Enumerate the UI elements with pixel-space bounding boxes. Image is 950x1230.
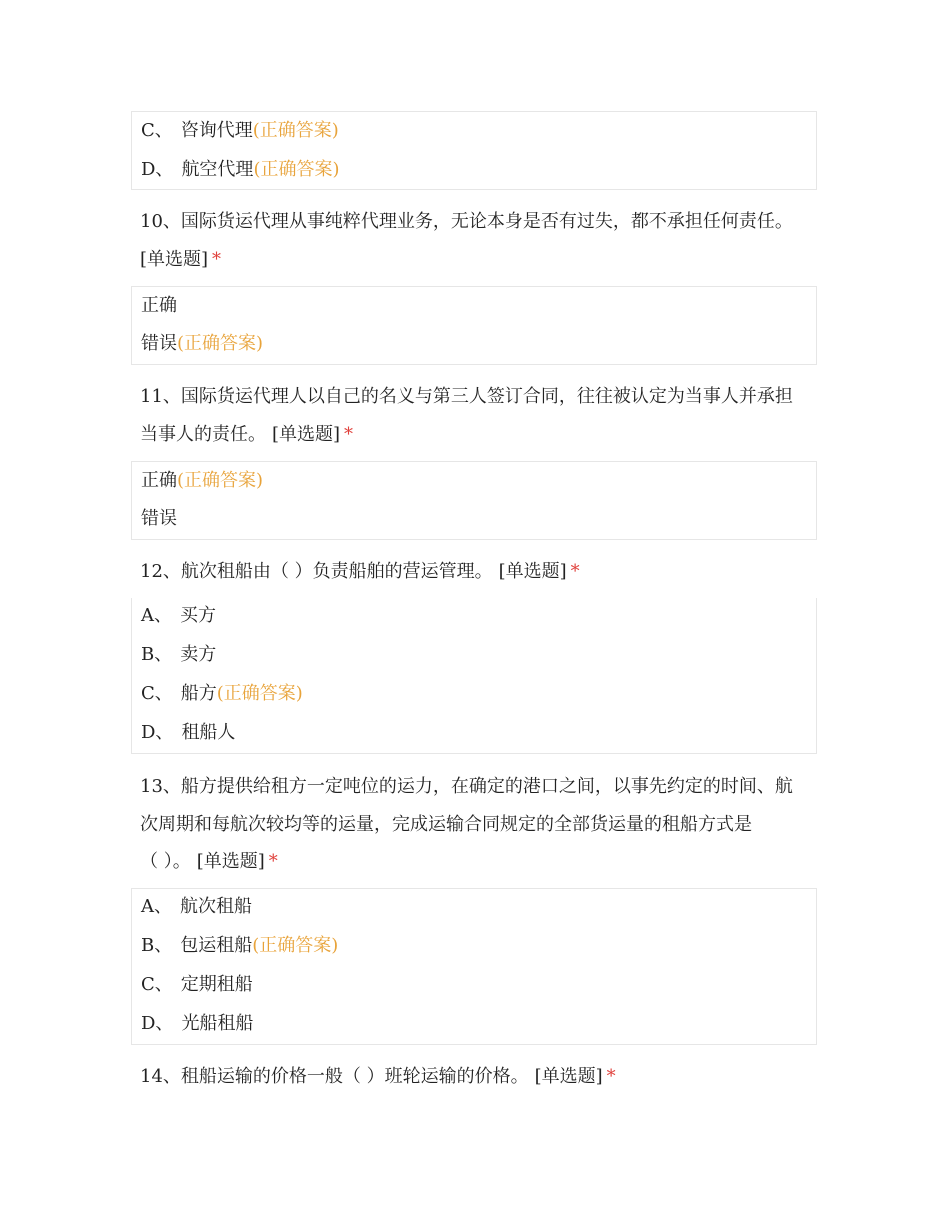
- option-text: 错误: [141, 333, 177, 354]
- option-a[interactable]: A、 航次租船: [141, 896, 252, 917]
- option-b[interactable]: B、 卖方: [141, 644, 217, 665]
- question-14-title: 14、租船运输的价格一般（ ）班轮运输的价格。 [单选题] *: [140, 1066, 616, 1087]
- option-d[interactable]: D、 光船租船: [141, 1013, 254, 1034]
- question-10-options: [131, 286, 817, 365]
- question-13-options: [131, 888, 817, 1045]
- option-text: 航空代理: [181, 159, 254, 180]
- option-text: 定期租船: [180, 974, 253, 995]
- option-a[interactable]: A、 买方: [141, 605, 216, 626]
- question-11-options: [131, 461, 817, 540]
- option-d[interactable]: D、 航空代理(正确答案): [141, 159, 340, 180]
- question-10-type: [140, 249, 221, 271]
- option-true[interactable]: [141, 295, 177, 317]
- question-13-title-line3: （ ）。 [单选题] *: [140, 851, 278, 872]
- required-mark: *: [212, 249, 222, 270]
- correct-answer-marker: (正确答案): [253, 159, 340, 180]
- required-mark: *: [570, 561, 580, 582]
- correct-answer-marker: (正确答案): [216, 683, 303, 704]
- option-text: 航次租船: [180, 896, 252, 917]
- option-false[interactable]: [141, 333, 263, 355]
- option-text: 光船租船: [181, 1013, 254, 1034]
- required-mark: *: [268, 851, 278, 872]
- option-text: 咨询代理: [180, 120, 253, 141]
- question-11-title-line1: 11、国际货运代理人以自己的名义与第三人签订合同，往往被认定为当事人并承担: [140, 386, 793, 407]
- question-type: [单选题]: [498, 561, 567, 582]
- option-false[interactable]: [141, 508, 177, 530]
- option-text: 卖方: [180, 644, 217, 665]
- correct-answer-marker: (正确答案): [177, 470, 264, 491]
- question-type: [单选题]: [140, 249, 209, 270]
- option-text: 包运租船: [180, 935, 253, 956]
- option-text: 买方: [180, 605, 216, 626]
- correct-answer-marker: (正确答案): [252, 935, 339, 956]
- question-13-title-line1: 13、船方提供给租方一定吨位的运力，在确定的港口之间，以事先约定的时间、航: [140, 776, 793, 797]
- option-c[interactable]: C、 定期租船: [141, 974, 253, 995]
- option-d[interactable]: D、 租船人: [141, 722, 236, 743]
- option-true[interactable]: [141, 470, 263, 492]
- option-b[interactable]: B、 包运租船(正确答案): [141, 935, 339, 956]
- question-type: [单选题]: [272, 424, 341, 445]
- option-text: 租船人: [181, 722, 236, 743]
- question-10-title: 10、国际货运代理从事纯粹代理业务，无论本身是否有过失，都不承担任何责任。: [140, 211, 793, 232]
- correct-answer-marker: (正确答案): [252, 120, 339, 141]
- option-text: 正确: [141, 295, 177, 316]
- question-13-title-line2: 次周期和每航次较均等的运量，完成运输合同规定的全部货运量的租船方式是: [140, 814, 752, 835]
- question-11-title-line2: 当事人的责任。 [单选题] *: [140, 424, 354, 445]
- question-type: [单选题]: [534, 1066, 603, 1087]
- question-12-title: 12、航次租船由（ ）负责船舶的营运管理。 [单选题] *: [140, 561, 580, 582]
- option-c[interactable]: C、 咨询代理(正确答案): [141, 120, 339, 141]
- option-text: 正确: [141, 470, 177, 491]
- question-9-options: [131, 111, 817, 190]
- correct-answer-marker: (正确答案): [177, 333, 264, 354]
- question-12-options: [131, 598, 817, 754]
- question-type: [单选题]: [196, 851, 265, 872]
- required-mark: *: [606, 1066, 616, 1087]
- option-c[interactable]: C、 船方(正确答案): [141, 683, 303, 704]
- option-text: 错误: [141, 508, 177, 529]
- required-mark: *: [344, 424, 354, 445]
- option-text: 船方: [180, 683, 217, 704]
